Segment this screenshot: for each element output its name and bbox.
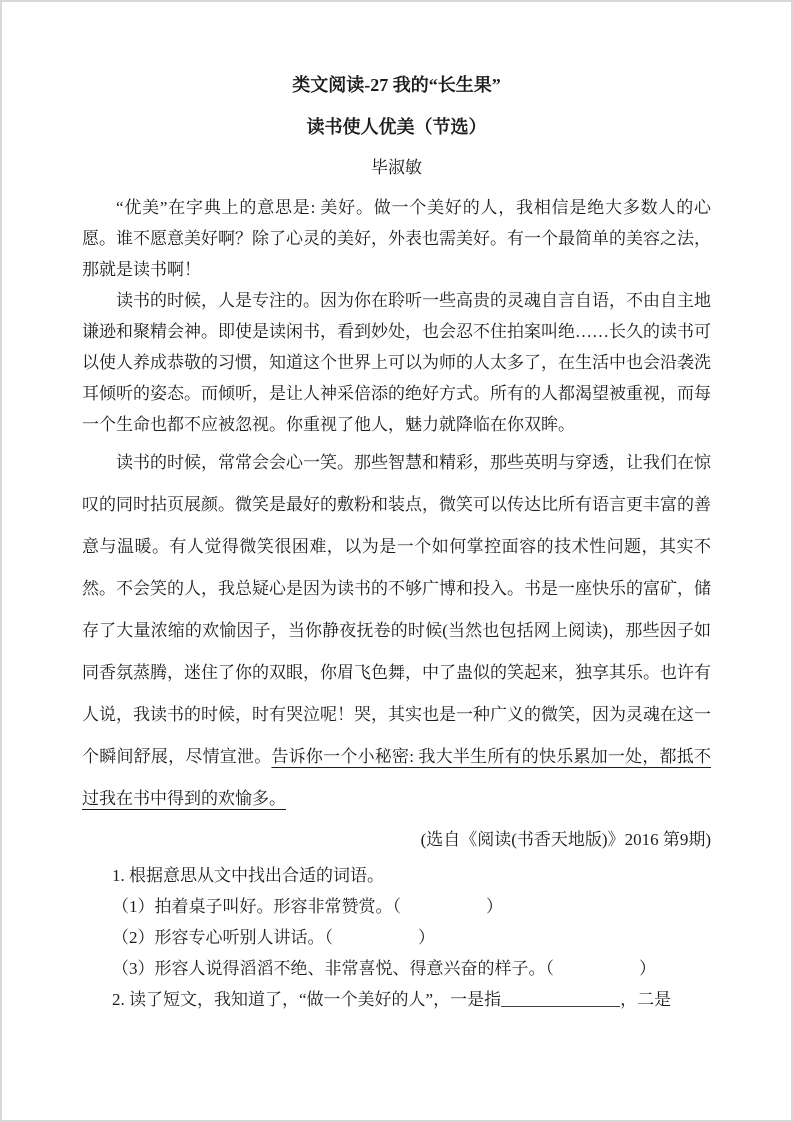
- paragraph-2: 读书的时候，人是专注的。因为你在聆听一些高贵的灵魂自言自语，不由自主地谦逊和聚精会神。即使是读闲书，看到妙处，也会忍不住拍案叫绝……长久的读书可以使人养成恭敬的习惯，知道这个世界上可以为师的人太多了，在生活中也会沿袭洗耳倾听的姿态。而倾听，是让人神采倍添的绝好方式。所有的人都渴望被重视，而每一个生命也都不应被忽视。你重视了他人，魅力就降临在你双眸。: [82, 291, 711, 434]
- source-attribution: (选自《阅读(书香天地版)》2016 第9期): [420, 830, 711, 849]
- question-1-item-3: （3）形容人说得滔滔不绝、非常喜悦、得意兴奋的样子。（ ）: [112, 959, 656, 978]
- author-name: 毕淑敏: [371, 158, 422, 177]
- document-title: 类文阅读-27 我的“长生果”: [292, 75, 501, 95]
- excerpt-title: 读书使人优美（节选）: [306, 117, 487, 137]
- question-1-item-1: （1）拍着桌子叫好。形容非常赞赏。（ ）: [112, 897, 503, 916]
- question-1-item-2: （2）形容专心听别人讲话。（ ）: [112, 928, 435, 947]
- paragraph-1: “优美”在字典上的意思是: 美好。做一个美好的人，我相信是绝大多数人的心愿。谁不愿意美好啊？除了心灵的美好，外表也需美好。有一个最简单的美容之法，那就是读书啊！: [82, 198, 711, 279]
- question-2: 2. 读了短文，我知道了，“做一个美好的人”，一是指______________，二是: [112, 990, 672, 1009]
- question-1: 1. 根据意思从文中找出合适的词语。: [112, 866, 384, 885]
- paragraph-3: [82, 442, 711, 820]
- paragraph-3-underlined-text: 告诉你一个小秘密: 我大半生所有的快乐累加一处，都抵不过我在书中得到的欢愉多。: [82, 747, 711, 808]
- questions-section: [82, 860, 711, 1015]
- paragraph-3-text: 读书的时候，常常会会心一笑。那些智慧和精彩，那些英明与穿透，让我们在惊叹的同时拈页展颜。微笑是最好的敷粉和装点，微笑可以传达比所有语言更丰富的善意与温暖。有人觉得微笑很困难，以为是一个如何掌控面容的技术性问题，其实不然。不会笑的人，我总疑心是因为读书的不够广博和投入。书是一座快乐的富矿，储存了大量浓缩的欢愉因子，当你静夜抚卷的时候(当然也包括网上阅读)，那些因子如同香氛蒸腾，迷住了你的双眼，你眉飞色舞，中了蛊似的笑起来，独享其乐。也许有人说，我读书的时候，时有哭泣呢！哭，其实也是一种广义的微笑，因为灵魂在这一个瞬间舒展，尽情宣泄。: [82, 453, 711, 766]
